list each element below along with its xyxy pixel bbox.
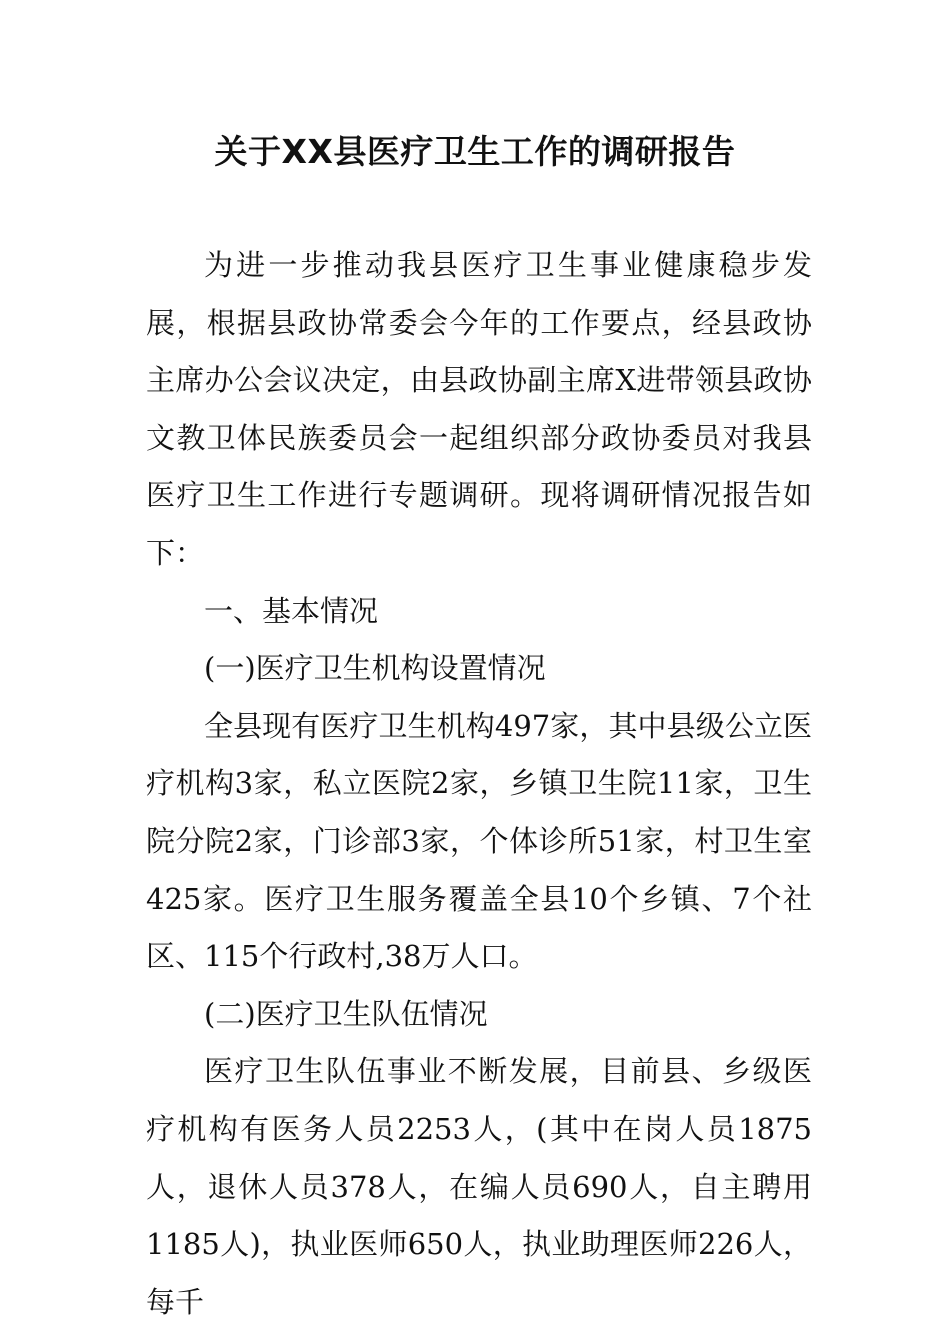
subsection-heading-staff: (二)医疗卫生队伍情况: [204, 996, 488, 1031]
institutions-paragraph: 全县现有医疗卫生机构497家，其中县级公立医疗机构3家，私立医院2家，乡镇卫生院11家，卫生院分院2家，门诊部3家，个体诊所51家，村卫生室425家。医疗卫生服务覆盖全县10个乡镇、7个社区、115个行政村,38万人口。: [146, 708, 812, 974]
intro-paragraph: 为进一步推动我县医疗卫生事业健康稳步发展，根据县政协常委会今年的工作要点，经县政协主席办公会议决定，由县政协副主席X进带领县政协文教卫体民族委员会一起组织部分政协委员对我县医疗卫生工作进行专题调研。现将调研情况报告如下：: [146, 248, 812, 570]
section-heading-basic-situation: 一、基本情况: [204, 593, 379, 628]
document-body: [146, 237, 812, 1331]
document-title: 关于XX县医疗卫生工作的调研报告: [214, 132, 736, 171]
subsection-heading-institutions: (一)医疗卫生机构设置情况: [204, 651, 546, 686]
staff-paragraph: 医疗卫生队伍事业不断发展，目前县、乡级医疗机构有医务人员2253人，(其中在岗人员1875人，退休人员378人，在编人员690人，自主聘用1185人)，执业医师650人，执业助理医师226人，每千: [146, 1054, 812, 1319]
